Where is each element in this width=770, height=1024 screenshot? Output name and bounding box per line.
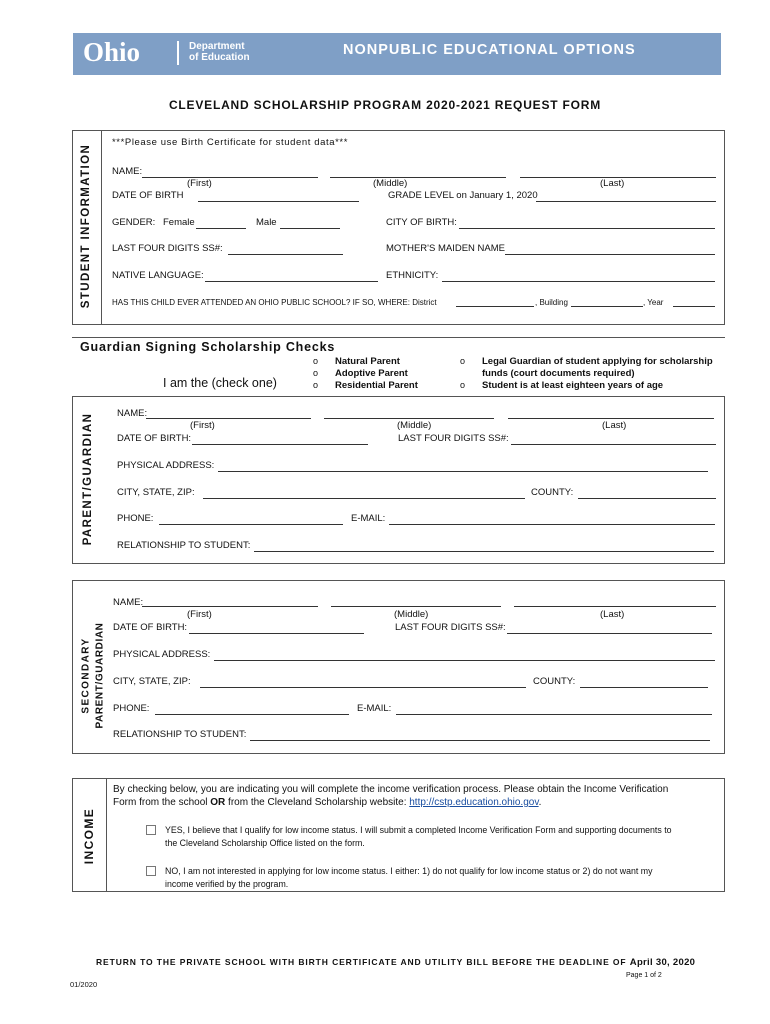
secondary-email-label: E-MAIL:	[357, 703, 392, 714]
no-low-income-text-2: income verified by the program.	[165, 879, 289, 889]
native-language-label: NATIVE LANGUAGE:	[112, 270, 204, 281]
ohio-logo: Ohio	[83, 37, 141, 67]
yes-low-income-text-2: the Cleveland Scholarship Office listed on the form.	[165, 838, 365, 848]
no-low-income-text: NO, I am not interested in applying for low income status. I either: 1) do not qualify for low income status or 2) do not want my	[165, 866, 653, 876]
female-label: Female	[163, 217, 195, 228]
income-intro-or: OR	[210, 797, 226, 808]
legal-guardian-radio[interactable]: o	[460, 356, 466, 366]
parent-middle-name-field[interactable]	[324, 418, 494, 419]
secondary-name-label: NAME:	[113, 597, 144, 608]
secondary-first-caption: (First)	[187, 609, 212, 620]
guardian-checks-rule	[72, 337, 725, 338]
natural-parent-radio[interactable]: o	[313, 356, 319, 366]
logo-divider	[177, 41, 179, 65]
secondary-side-label-1: SECONDARY	[80, 637, 92, 714]
secondary-relationship-field[interactable]	[250, 740, 710, 741]
student-ss-field[interactable]	[228, 254, 343, 255]
income-side-label: INCOME	[82, 807, 96, 865]
secondary-last-name-field[interactable]	[514, 606, 716, 607]
banner-title: NONPUBLIC EDUCATIONAL OPTIONS	[343, 42, 636, 58]
parent-csz-field[interactable]	[203, 498, 525, 499]
parent-ss-field[interactable]	[511, 444, 716, 445]
parent-ss-label: LAST FOUR DIGITS SS#:	[398, 433, 509, 444]
building-field[interactable]	[571, 306, 643, 307]
form-date-code: 01/2020	[70, 980, 98, 989]
income-intro-2c: from the Cleveland Scholarship website:	[225, 797, 410, 808]
secondary-relationship-label: RELATIONSHIP TO STUDENT:	[113, 729, 247, 740]
secondary-phone-label: PHONE:	[113, 703, 150, 714]
parent-email-label: E-MAIL:	[351, 513, 386, 524]
residential-parent-label: Residential Parent	[335, 380, 418, 391]
parent-address-field[interactable]	[218, 471, 708, 472]
secondary-csz-field[interactable]	[200, 687, 526, 688]
deadline-date: April 30, 2020	[629, 957, 696, 968]
student-first-name-field[interactable]	[142, 177, 318, 178]
secondary-address-field[interactable]	[214, 660, 715, 661]
secondary-middle-caption: (Middle)	[394, 609, 429, 620]
eighteen-label: Student is at least eighteen years of age	[482, 380, 664, 391]
birth-cert-note: ***Please use Birth Certificate for student data***	[112, 137, 349, 148]
building-label: , Building	[535, 298, 568, 307]
female-field[interactable]	[196, 228, 246, 229]
yes-low-income-checkbox[interactable]	[146, 825, 156, 835]
return-instruction: RETURN TO THE PRIVATE SCHOOL WITH BIRTH CERTIFICATE AND UTILITY BILL BEFORE THE DEADLINE OF	[96, 957, 627, 967]
parent-phone-field[interactable]	[159, 524, 343, 525]
eighteen-radio[interactable]: o	[460, 380, 466, 390]
secondary-county-field[interactable]	[580, 687, 708, 688]
residential-parent-radio[interactable]: o	[313, 380, 319, 390]
parent-last-name-field[interactable]	[508, 418, 714, 419]
ethnicity-field[interactable]	[442, 281, 715, 282]
last-caption: (Last)	[600, 178, 625, 189]
district-field[interactable]	[456, 306, 534, 307]
student-side-label: STUDENT INFORMATION	[80, 143, 92, 309]
gender-label: GENDER:	[112, 217, 156, 228]
year-field[interactable]	[673, 306, 715, 307]
income-intro-2a: Form from the school	[113, 797, 211, 808]
secondary-dob-label: DATE OF BIRTH:	[113, 622, 188, 633]
parent-csz-label: CITY, STATE, ZIP:	[117, 487, 195, 498]
natural-parent-label: Natural Parent	[335, 356, 400, 367]
secondary-first-name-field[interactable]	[142, 606, 318, 607]
male-field[interactable]	[280, 228, 340, 229]
parent-side-label: PARENT/GUARDIAN	[82, 412, 94, 546]
secondary-side-label-2: PARENT/GUARDIAN	[94, 622, 106, 729]
middle-caption: (Middle)	[373, 178, 408, 189]
adoptive-parent-label: Adoptive Parent	[335, 368, 408, 379]
city-of-birth-label: CITY OF BIRTH:	[386, 217, 457, 228]
dept-name	[189, 41, 250, 63]
yes-low-income-text: YES, I believe that I qualify for low income status. I will submit a completed Income Verification Form and supporting documents to	[165, 825, 672, 835]
maiden-name-field[interactable]	[505, 254, 715, 255]
income-intro-2	[113, 797, 541, 808]
student-middle-name-field[interactable]	[330, 177, 506, 178]
i-am-label: I am the (check one)	[163, 376, 277, 390]
city-of-birth-field[interactable]	[459, 228, 715, 229]
year-label: , Year	[643, 298, 664, 307]
student-dob-label: DATE OF BIRTH	[112, 190, 184, 201]
parent-middle-caption: (Middle)	[397, 420, 432, 431]
secondary-county-label: COUNTY:	[533, 676, 576, 687]
parent-address-label: PHYSICAL ADDRESS:	[117, 460, 215, 471]
secondary-address-label: PHYSICAL ADDRESS:	[113, 649, 211, 660]
first-caption: (First)	[187, 178, 212, 189]
secondary-email-field[interactable]	[396, 714, 712, 715]
parent-first-caption: (First)	[190, 420, 215, 431]
grade-level-label: GRADE LEVEL on January 1, 2020	[388, 190, 538, 201]
parent-phone-label: PHONE:	[117, 513, 154, 524]
income-intro-1: By checking below, you are indicating you will complete the income verification process. Please obtain the Income Verification	[113, 784, 669, 795]
student-ss-label: LAST FOUR DIGITS SS#:	[112, 243, 223, 254]
student-name-label: NAME:	[112, 166, 143, 177]
male-label: Male	[256, 217, 277, 228]
secondary-dob-field[interactable]	[189, 633, 364, 634]
scholarship-website-link[interactable]: http://cstp.education.ohio.gov	[409, 797, 539, 808]
page-number: Page 1 of 2	[626, 972, 662, 979]
parent-name-label: NAME:	[117, 408, 148, 419]
maiden-name-label: MOTHER'S MAIDEN NAME	[386, 243, 505, 254]
secondary-ss-field[interactable]	[507, 633, 712, 634]
form-title: CLEVELAND SCHOLARSHIP PROGRAM 2020-2021 REQUEST FORM	[168, 98, 602, 112]
legal-guardian-label-2: funds (court documents required)	[482, 368, 635, 379]
income-intro-period: .	[538, 797, 542, 808]
attended-question: HAS THIS CHILD EVER ATTENDED AN OHIO PUBLIC SCHOOL? IF SO, WHERE: District	[112, 298, 437, 307]
parent-relationship-field[interactable]	[254, 551, 714, 552]
secondary-ss-label: LAST FOUR DIGITS SS#:	[395, 622, 506, 633]
parent-relationship-label: RELATIONSHIP TO STUDENT:	[117, 540, 251, 551]
parent-dob-field[interactable]	[192, 444, 368, 445]
secondary-last-caption: (Last)	[600, 609, 625, 620]
secondary-phone-field[interactable]	[155, 714, 349, 715]
student-dob-field[interactable]	[198, 201, 359, 202]
return-note	[96, 957, 695, 968]
header-banner	[73, 33, 721, 75]
parent-county-field[interactable]	[578, 498, 716, 499]
adoptive-parent-radio[interactable]: o	[313, 368, 319, 378]
guardian-checks-title: Guardian Signing Scholarship Checks	[80, 340, 336, 354]
dept-line-1: Department	[189, 41, 245, 52]
parent-email-field[interactable]	[389, 524, 715, 525]
parent-first-name-field[interactable]	[146, 418, 311, 419]
native-language-field[interactable]	[205, 281, 378, 282]
dept-line-2: of Education	[189, 52, 250, 63]
no-low-income-checkbox[interactable]	[146, 866, 156, 876]
secondary-middle-name-field[interactable]	[331, 606, 501, 607]
secondary-csz-label: CITY, STATE, ZIP:	[113, 676, 191, 687]
grade-level-field[interactable]	[536, 201, 716, 202]
parent-county-label: COUNTY:	[531, 487, 574, 498]
legal-guardian-label: Legal Guardian of student applying for scholarship	[482, 356, 713, 367]
ethnicity-label: ETHNICITY:	[386, 270, 439, 281]
parent-dob-label: DATE OF BIRTH:	[117, 433, 192, 444]
parent-last-caption: (Last)	[602, 420, 627, 431]
